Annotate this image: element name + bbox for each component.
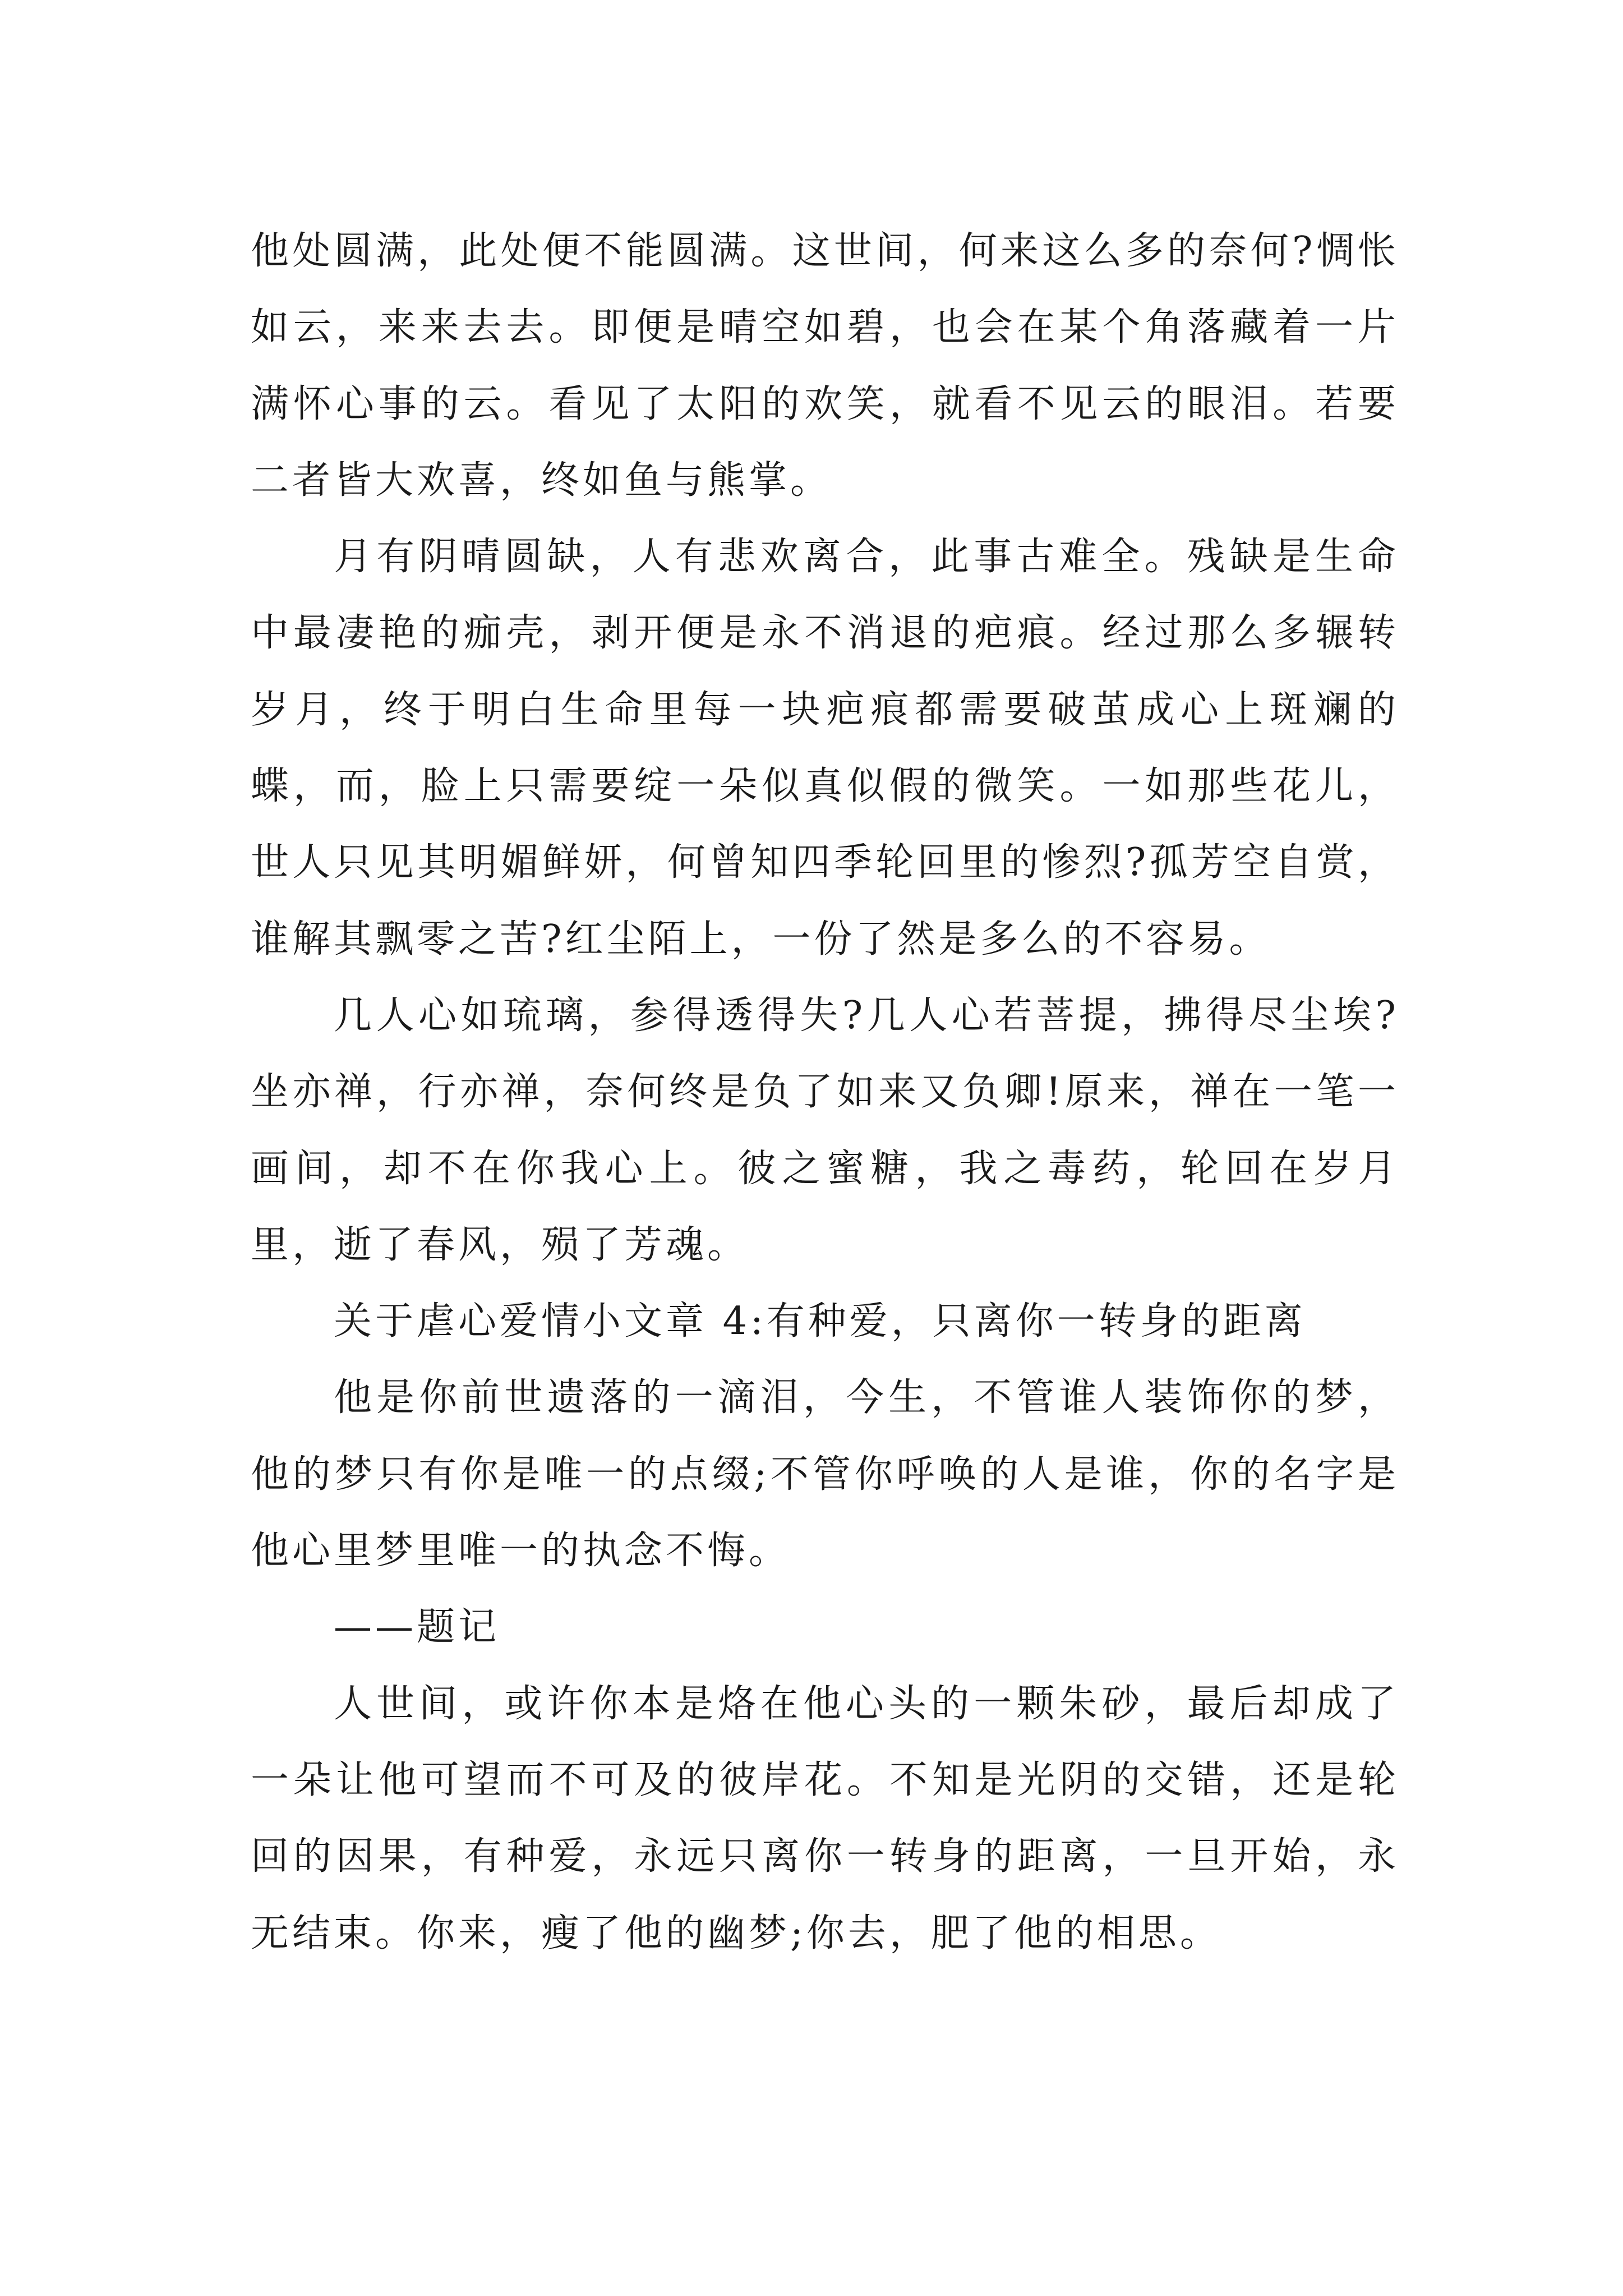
epigraph-attribution: ——题记 [334,1605,500,1650]
body-text [251,213,1399,1972]
paragraph-7: 人世间，或许你本是烙在他心头的一颗朱砂，最后却成了一朵让他可望而不可及的彼岸花。不知是光阴的交错，还是轮回的因果，有种爱，永远只离你一转身的距离，一旦开始，永无结束。你来，瘦了他的幽梦;你去，肥了他的相思。 [251,1681,1399,1955]
paragraph-3: 几人心如琉璃，参得透得失?几人心若菩提，拂得尽尘埃?坐亦禅，行亦禅，奈何终是负了如来又负卿!原来，禅在一笔一画间，却不在你我心上。彼之蜜糖，我之毒药，轮回在岁月里，逝了春风，殒了芳魂。 [251,993,1399,1267]
paragraph-1: 他处圆满，此处便不能圆满。这世间，何来这么多的奈何?惆怅如云，来来去去。即便是晴空如碧，也会在某个角落藏着一片满怀心事的云。看见了太阳的欢笑，就看不见云的眼泪。若要二者皆大欢喜，终如鱼与熊掌。 [251,229,1399,503]
paragraph-5: 他是你前世遗落的一滴泪，今生，不管谁人装饰你的梦，他的梦只有你是唯一的点缀;不管你呼唤的人是谁，你的名字是他心里梦里唯一的执念不悔。 [251,1375,1399,1573]
section-heading: 关于虐心爱情小文章 4:有种爱，只离你一转身的距离 [334,1299,1306,1344]
paragraph-2: 月有阴晴圆缺，人有悲欢离合，此事古难全。残缺是生命中最凄艳的痂壳，剥开便是永不消退的疤痕。经过那么多辗转岁月，终于明白生命里每一块疤痕都需要破茧成心上斑斓的蝶，而，脸上只需要绽一朵似真似假的微笑。一如那些花儿，世人只见其明媚鲜妍，何曾知四季轮回里的惨烈?孤芳空自赏，谁解其飘零之苦?红尘陌上，一份了然是多么的不容易。 [251,535,1399,961]
